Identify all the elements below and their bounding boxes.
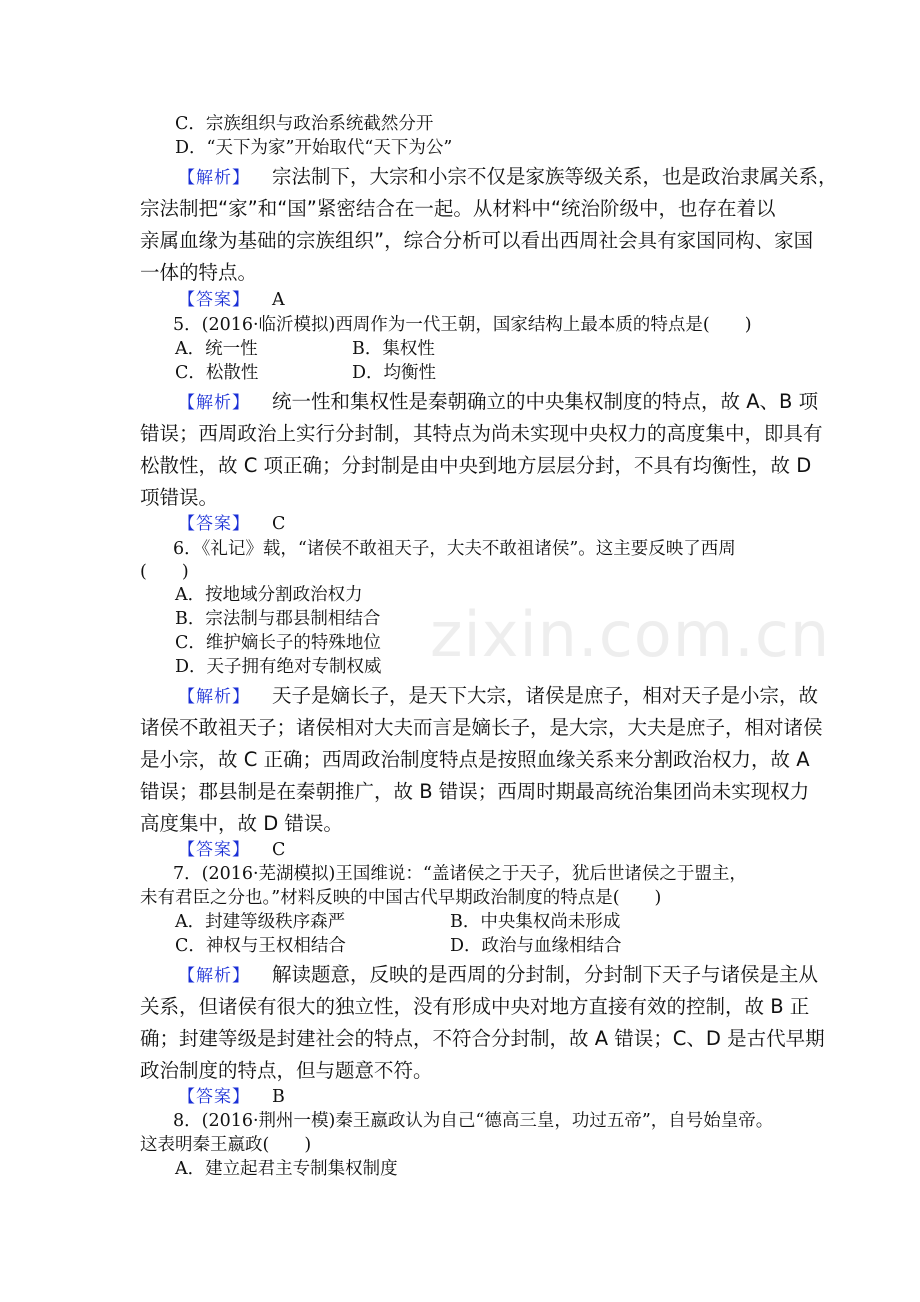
analysis-tag: 【解析】 [178,687,250,707]
q6-analysis-line-5: 高度集中，故 D 错误。 [140,812,343,835]
q7-analysis-line-1: 【解析】 解读题意，反映的是西周的分封制，分封制下天子与诸侯是主从 [178,963,819,986]
analysis-tag: 【解析】 [178,393,250,413]
q6-analysis-line-2: 诸侯不敢祖天子；诸侯相对大夫而言是嫡长子，是大宗，大夫是庶子，相对诸侯 [140,716,823,739]
q6-analysis-line-4: 错误；郡县制是在秦朝推广，故 B 错误；西周时期最高统治集团尚未实现权力 [140,780,810,803]
q5-analysis-line-1: 【解析】 统一性和集权性是秦朝确立的中央集权制度的特点，故 A、B 项 [178,390,819,413]
q4-analysis-line-1: 【解析】 宗法制下，大宗和小宗不仅是家族等级关系，也是政治隶属关系， [178,165,838,188]
answer-tag: 【答案】 [178,290,250,310]
q4-analysis-line-2: 宗法制把“家”和“国”紧密结合在一起。从材料中“统治阶级中，也存在着以 [140,197,776,220]
q7-answer: 【答案】 B [178,1087,285,1107]
q5-option-b: B．集权性 [352,339,435,359]
q5-option-a: A．统一性 [175,339,258,359]
q4-option-c: C．宗族组织与政治系统截然分开 [175,114,434,134]
q6-option-c: C．维护嫡长子的特殊地位 [175,633,381,653]
q5-option-c: C．松散性 [175,363,259,383]
q7-option-c: C．神权与王权相结合 [175,936,346,956]
answer-tag: 【答案】 [178,840,250,860]
q4-option-d: D．“天下为家”开始取代“天下为公” [175,138,453,158]
q7-option-b: B．中央集权尚未形成 [450,912,621,932]
analysis-tag: 【解析】 [178,168,250,188]
q7-option-a: A．封建等级秩序森严 [175,912,346,932]
answer-tag: 【答案】 [178,514,250,534]
q6-stem-line-1: 6．《礼记》载，“诸侯不敢祖天子，大夫不敢祖诸侯”。这主要反映了西周 [173,539,736,559]
watermark: zixin.com.cn [430,598,831,671]
q5-option-d: D．均衡性 [352,363,437,383]
q7-analysis-line-3: 确；封建等级是封建社会的特点，不符合分封制，故 A 错误；C、D 是古代早期 [140,1027,825,1050]
q6-answer: 【答案】 C [178,840,286,860]
q8-stem-line-2: 这表明秦王嬴政( ) [140,1135,312,1155]
q6-analysis-line-3: 是小宗，故 C 正确；西周政治制度特点是按照血缘关系来分割政治权力，故 A [140,748,810,771]
q5-analysis-line-2: 错误；西周政治上实行分封制，其特点为尚未实现中央权力的高度集中，即具有 [140,422,823,445]
q6-option-d: D．天子拥有绝对专制权威 [175,657,382,677]
analysis-tag: 【解析】 [178,966,250,986]
q7-analysis-line-4: 政治制度的特点，但与题意不符。 [140,1059,433,1082]
q5-analysis-line-4: 项错误。 [140,486,219,509]
q6-option-a: A．按地域分割政治权力 [175,585,363,605]
q5-answer: 【答案】 C [178,514,286,534]
q7-analysis-line-2: 关系，但诸侯有很大的独立性，没有形成中央对地方直接有效的控制，故 B 正 [140,995,810,1018]
q8-stem-line-1: 8．(2016·荆州一模)秦王嬴政认为自己“德高三皇，功过五帝”，自号始皇帝。 [173,1111,774,1131]
q5-analysis-line-3: 松散性，故 C 项正确；分封制是由中央到地方层层分封，不具有均衡性，故 D [140,454,812,477]
q7-stem-line-2: 未有君臣之分也。”材料反映的中国古代早期政治制度的特点是( ) [140,888,662,908]
q6-stem-line-2: ( ) [140,562,189,582]
q7-option-d: D．政治与血缘相结合 [450,936,622,956]
q7-stem-line-1: 7．(2016·芜湖模拟)王国维说：“盖诸侯之于天子，犹后世诸侯之于盟主， [173,864,747,884]
q8-option-a: A．建立起君主专制集权制度 [175,1159,398,1179]
answer-tag: 【答案】 [178,1087,250,1107]
q6-analysis-line-1: 【解析】 天子是嫡长子，是天下大宗，诸侯是庶子，相对天子是小宗，故 [178,684,819,707]
q6-option-b: B．宗法制与郡县制相结合 [175,609,381,629]
q4-answer: 【答案】 A [178,290,285,310]
q4-analysis-line-3: 亲属血缘为基础的宗族组织”，综合分析可以看出西周社会具有家国同构、家国 [140,229,814,252]
q4-analysis-line-4: 一体的特点。 [140,261,258,284]
q5-stem: 5．(2016·临沂模拟)西周作为一代王朝，国家结构上最本质的特点是( ) [173,315,752,335]
